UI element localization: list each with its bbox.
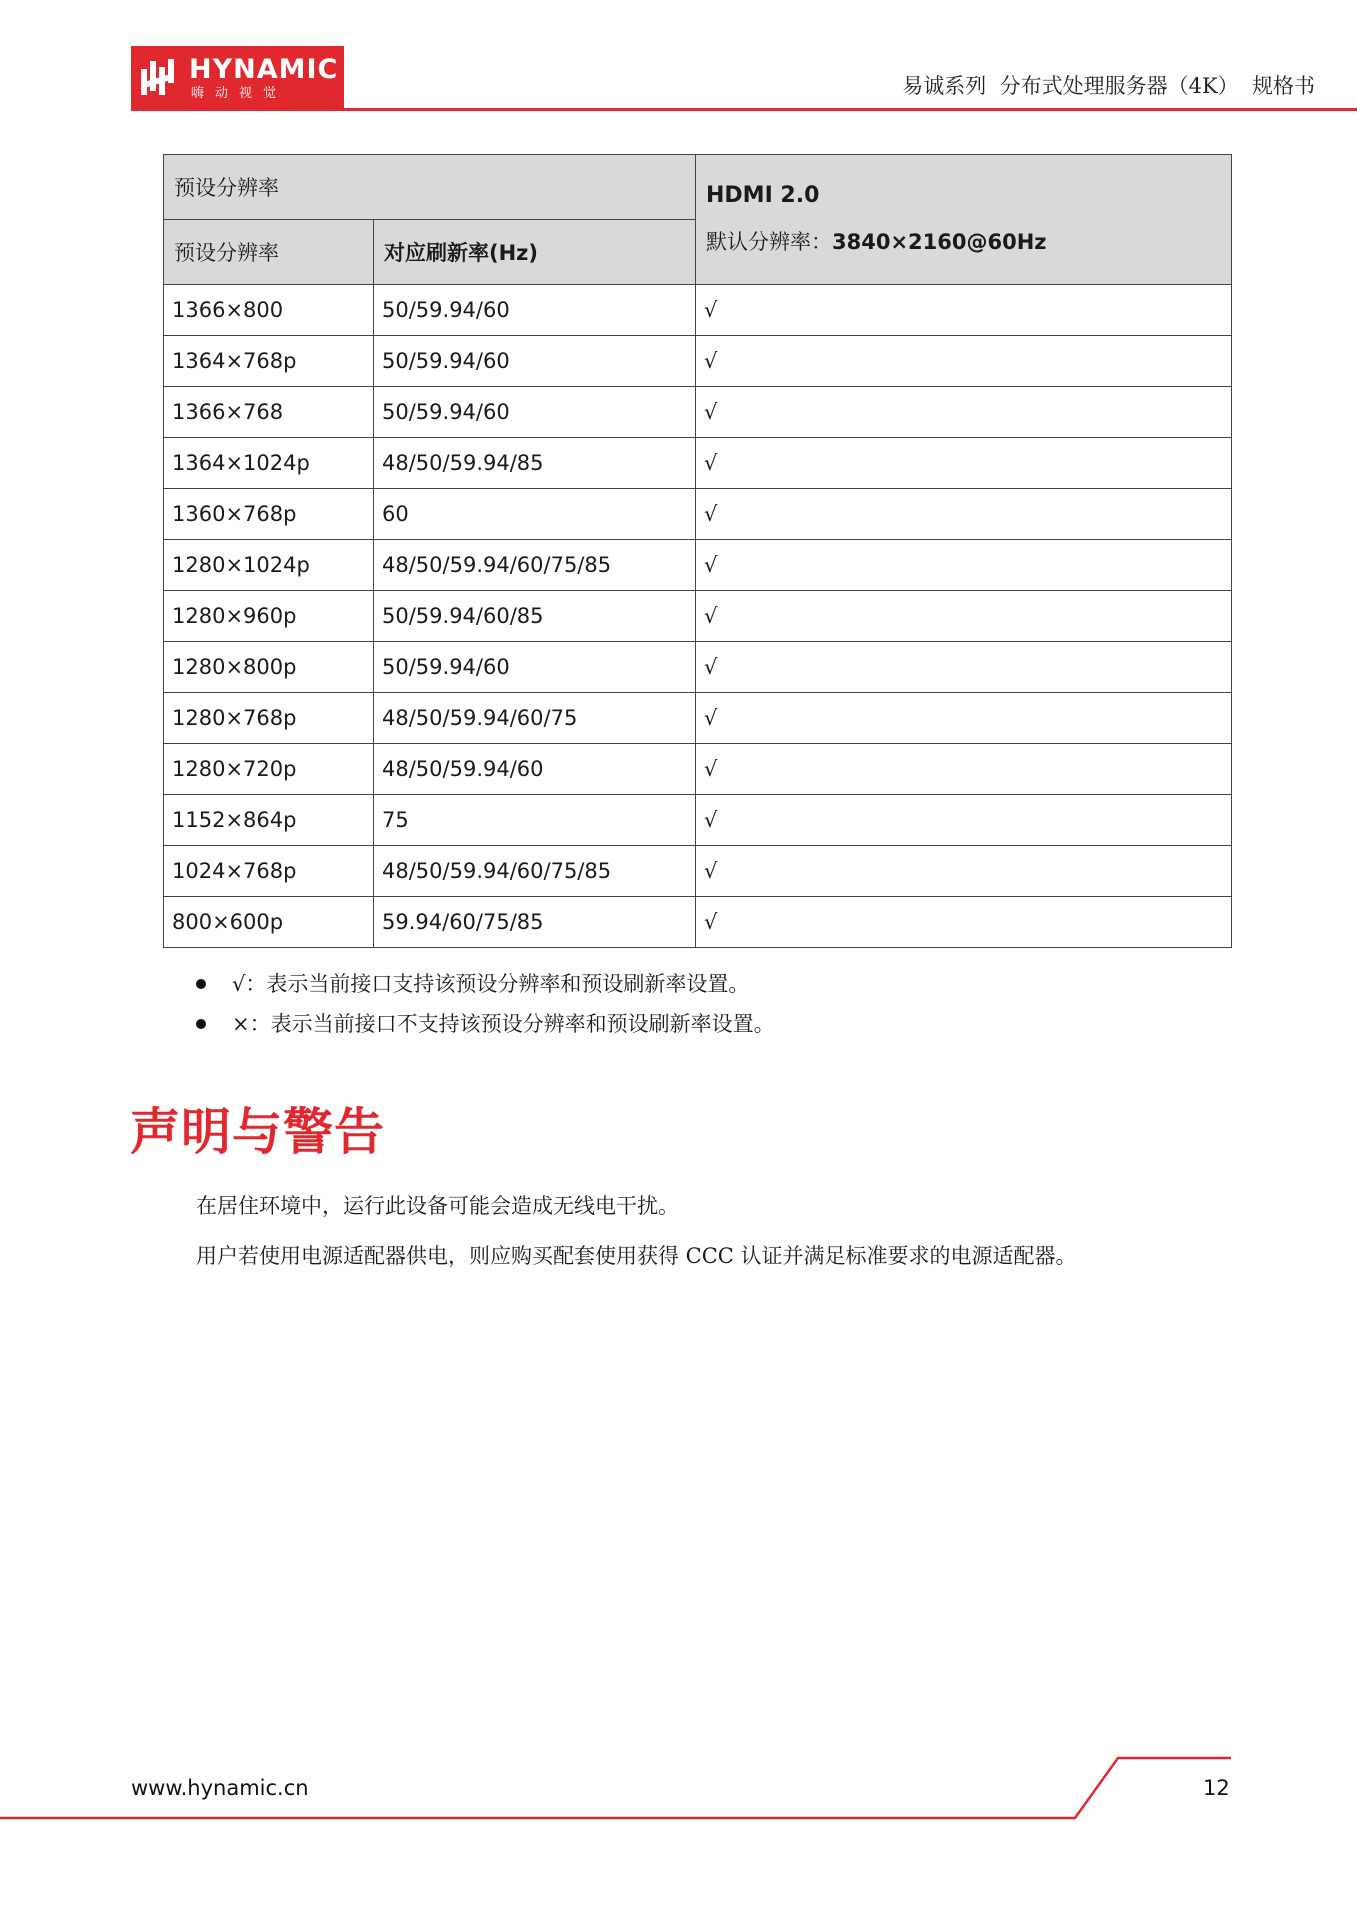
refresh-rate-cell: 48/50/59.94/60/75/85 — [374, 846, 696, 897]
hdmi-support-cell: √ — [696, 591, 1232, 642]
refresh-rate-cell: 50/59.94/60 — [374, 285, 696, 336]
hdmi-support-cell: √ — [696, 438, 1232, 489]
resolution-cell: 1280×800p — [164, 642, 374, 693]
footer-url[interactable]: www.hynamic.cn — [131, 1776, 309, 1800]
table-row — [164, 795, 1232, 846]
section-title: 声明与警告 — [130, 1103, 385, 1161]
table-row — [164, 489, 1232, 540]
hdmi-support-cell: √ — [696, 540, 1232, 591]
resolution-cell: 1366×800 — [164, 285, 374, 336]
hdmi-support-cell: √ — [696, 693, 1232, 744]
resolution-column-header: 预设分辨率 — [164, 220, 374, 285]
note-text: ×：表示当前接口不支持该预设分辨率和预设刷新率设置。 — [232, 1012, 775, 1036]
bullet-icon — [196, 1019, 206, 1029]
table-body — [164, 285, 1232, 948]
refresh-rate-cell: 59.94/60/75/85 — [374, 897, 696, 948]
table-row — [164, 336, 1232, 387]
resolution-cell: 1280×768p — [164, 693, 374, 744]
refresh-rate-cell: 50/59.94/60 — [374, 336, 696, 387]
resolution-cell: 1024×768p — [164, 846, 374, 897]
table-row — [164, 438, 1232, 489]
refresh-rate-cell: 60 — [374, 489, 696, 540]
resolution-cell: 800×600p — [164, 897, 374, 948]
resolution-cell: 1280×960p — [164, 591, 374, 642]
note-item — [196, 1004, 775, 1044]
resolution-cell: 1364×1024p — [164, 438, 374, 489]
hdmi-version: HDMI 2.0 — [706, 183, 820, 208]
default-resolution — [706, 226, 1223, 256]
hdmi-support-cell: √ — [696, 387, 1232, 438]
hdmi-support-cell: √ — [696, 489, 1232, 540]
hdmi-support-cell: √ — [696, 846, 1232, 897]
refresh-rate-cell: 50/59.94/60 — [374, 387, 696, 438]
hynamic-logo-icon — [137, 55, 183, 101]
refresh-rate-cell: 48/50/59.94/60/75/85 — [374, 540, 696, 591]
table-row — [164, 285, 1232, 336]
company-logo — [131, 46, 344, 110]
resolution-cell: 1280×1024p — [164, 540, 374, 591]
notes-list — [196, 964, 775, 1044]
hdmi-support-cell: √ — [696, 897, 1232, 948]
paragraph: 在居住环境中，运行此设备可能会造成无线电干扰。 — [196, 1194, 679, 1218]
hdmi-support-cell: √ — [696, 336, 1232, 387]
document-title: 易诚系列 分布式处理服务器（4K） 规格书 — [902, 74, 1315, 98]
hdmi-support-cell: √ — [696, 642, 1232, 693]
header-divider — [131, 108, 1357, 111]
table-row — [164, 642, 1232, 693]
hdmi-column-header — [696, 155, 1232, 285]
resolution-cell: 1280×720p — [164, 744, 374, 795]
refresh-rate-cell: 48/50/59.94/85 — [374, 438, 696, 489]
refresh-rate-cell: 50/59.94/60 — [374, 642, 696, 693]
resolution-cell: 1364×768p — [164, 336, 374, 387]
page-number: 12 — [1203, 1776, 1230, 1800]
refresh-rate-cell: 48/50/59.94/60 — [374, 744, 696, 795]
default-resolution-label: 默认分辨率： — [706, 230, 832, 254]
note-item — [196, 964, 775, 1004]
default-resolution-value: 3840×2160@60Hz — [832, 230, 1047, 254]
note-text: √：表示当前接口支持该预设分辨率和预设刷新率设置。 — [232, 972, 750, 996]
logo-brand: HYNAMIC — [189, 54, 339, 85]
table-row — [164, 846, 1232, 897]
paragraph: 用户若使用电源适配器供电，则应购买配套使用获得 CCC 认证并满足标准要求的电源适配器。 — [196, 1244, 1077, 1268]
logo-text — [189, 56, 338, 100]
table-row — [164, 591, 1232, 642]
hdmi-support-cell: √ — [696, 285, 1232, 336]
refresh-rate-column-header: 对应刷新率(Hz) — [374, 220, 696, 285]
hdmi-support-cell: √ — [696, 795, 1232, 846]
table-row — [164, 387, 1232, 438]
resolution-cell: 1360×768p — [164, 489, 374, 540]
resolution-cell: 1152×864p — [164, 795, 374, 846]
logo-subtitle: 嗨动视觉 — [191, 86, 288, 101]
refresh-rate-cell: 48/50/59.94/60/75 — [374, 693, 696, 744]
hdmi-support-cell: √ — [696, 744, 1232, 795]
refresh-rate-cell: 50/59.94/60/85 — [374, 591, 696, 642]
table-group-header: 预设分辨率 — [164, 155, 696, 220]
resolution-table — [163, 154, 1232, 948]
table-row — [164, 693, 1232, 744]
refresh-rate-cell: 75 — [374, 795, 696, 846]
table-row — [164, 744, 1232, 795]
table-row — [164, 897, 1232, 948]
table-row — [164, 540, 1232, 591]
resolution-cell: 1366×768 — [164, 387, 374, 438]
bullet-icon — [196, 979, 206, 989]
